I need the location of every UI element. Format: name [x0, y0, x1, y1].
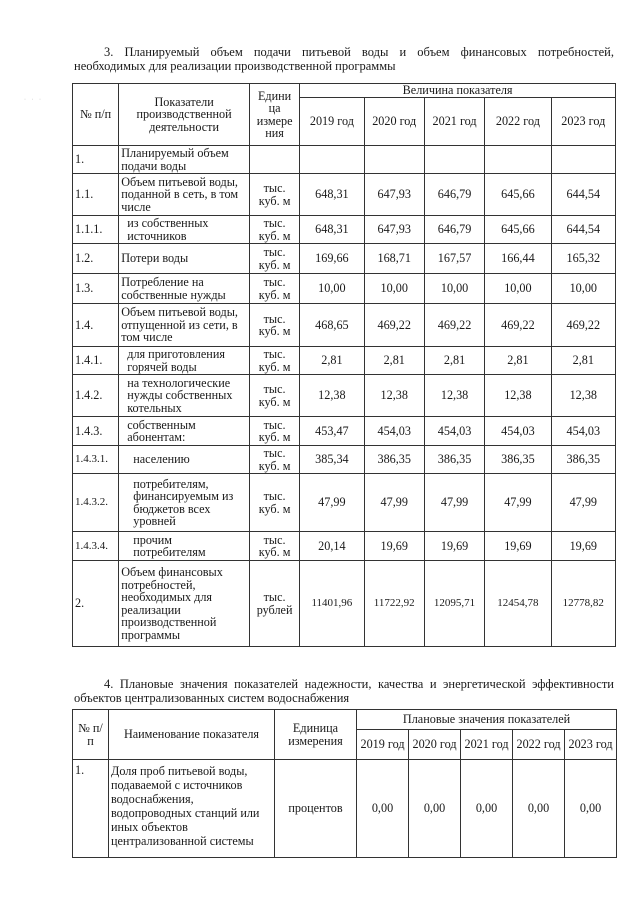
row-value: 12,38	[551, 375, 615, 417]
row-value: 0,00	[513, 760, 565, 858]
row-value: 12454,78	[485, 561, 551, 647]
row-name: Объем финансовых потребностей, необходимых для реализации производственной программы	[119, 561, 250, 647]
row-value: 47,99	[300, 474, 364, 532]
row-value: 0,00	[461, 760, 513, 858]
row-num: 1.4.	[73, 304, 119, 347]
header-year: 2020 год	[409, 730, 461, 760]
row-value: 47,99	[551, 474, 615, 532]
row-value: 386,35	[364, 446, 424, 474]
row-value	[485, 146, 551, 174]
row-value: 10,00	[300, 274, 364, 304]
row-value: 12,38	[485, 375, 551, 417]
row-value: 2,81	[551, 347, 615, 375]
row-value: 47,99	[364, 474, 424, 532]
row-value: 47,99	[485, 474, 551, 532]
header-year: 2022 год	[513, 730, 565, 760]
row-num: 1.3.	[73, 274, 119, 304]
row-unit: тыс. куб. м	[249, 417, 299, 446]
scan-artifact: · · ·	[24, 97, 43, 103]
row-value: 10,00	[424, 274, 484, 304]
row-name: Потери воды	[119, 244, 250, 274]
row-unit: тыс. куб. м	[249, 274, 299, 304]
section4-heading: 4. Плановые значения показателей надежности, качества и энергетической эффективности объектов централизованных систем водоснабжения	[74, 677, 614, 705]
row-name: Доля проб питьевой воды, подаваемой с источников водоснабжения, водопроводных станций или иных объектов централизованной системы	[109, 760, 275, 858]
row-value: 169,66	[300, 244, 364, 274]
table-row	[73, 304, 616, 347]
production-program-table	[72, 83, 616, 647]
table-row	[73, 347, 616, 375]
row-value: 647,93	[364, 216, 424, 244]
table-row	[73, 216, 616, 244]
row-value: 469,22	[424, 304, 484, 347]
table-row	[73, 244, 616, 274]
row-num: 2.	[73, 561, 119, 647]
reliability-indicators-table	[72, 709, 617, 858]
row-value: 648,31	[300, 216, 364, 244]
row-num: 1.4.3.	[73, 417, 119, 446]
row-value: 19,69	[485, 532, 551, 561]
row-name: на технологические нужды собственных котельных	[119, 375, 250, 417]
row-value: 644,54	[551, 174, 615, 216]
row-value: 454,03	[364, 417, 424, 446]
row-value: 10,00	[485, 274, 551, 304]
row-name: Объем питьевой воды, поданной в сеть, в том числе	[119, 174, 250, 216]
row-name: Планируемый объем подачи воды	[119, 146, 250, 174]
header-indicator: Наименование показателя	[109, 710, 275, 760]
header-year: 2021 год	[461, 730, 513, 760]
row-value: 453,47	[300, 417, 364, 446]
table-row	[73, 146, 616, 174]
row-value: 454,03	[485, 417, 551, 446]
row-name: прочим потребителям	[119, 532, 250, 561]
row-value: 469,22	[364, 304, 424, 347]
row-value: 386,35	[485, 446, 551, 474]
row-value: 644,54	[551, 216, 615, 244]
row-value: 645,66	[485, 174, 551, 216]
row-unit: тыс. куб. м	[249, 532, 299, 561]
header-unit: Единица измерения	[275, 710, 357, 760]
row-value: 468,65	[300, 304, 364, 347]
header-num: № п/п	[73, 710, 109, 760]
row-value: 0,00	[357, 760, 409, 858]
header-year: 2023 год	[565, 730, 617, 760]
row-num: 1.	[73, 146, 119, 174]
row-value: 12,38	[364, 375, 424, 417]
row-unit: тыс. куб. м	[249, 304, 299, 347]
header-unit: Едини ца измере ния	[249, 84, 299, 146]
row-value: 20,14	[300, 532, 364, 561]
header-values-group: Плановые значения показателей	[357, 710, 617, 730]
row-value: 0,00	[565, 760, 617, 858]
header-year: 2020 год	[364, 98, 424, 146]
table-header-row	[73, 84, 616, 98]
table-row	[73, 417, 616, 446]
row-num: 1.1.	[73, 174, 119, 216]
row-num: 1.4.3.2.	[73, 474, 119, 532]
row-value: 2,81	[424, 347, 484, 375]
table-row	[73, 375, 616, 417]
row-value: 647,93	[364, 174, 424, 216]
row-num: 1.4.3.1.	[73, 446, 119, 474]
header-year: 2019 год	[300, 98, 364, 146]
row-value: 2,81	[364, 347, 424, 375]
row-unit: тыс. рублей	[249, 561, 299, 647]
row-num: 1.1.1.	[73, 216, 119, 244]
header-year: 2019 год	[357, 730, 409, 760]
row-num: 1.4.1.	[73, 347, 119, 375]
row-value: 454,03	[551, 417, 615, 446]
row-name: собственным абонентам:	[119, 417, 250, 446]
row-unit: тыс. куб. м	[249, 244, 299, 274]
row-value: 10,00	[364, 274, 424, 304]
row-num: 1.2.	[73, 244, 119, 274]
row-value: 646,79	[424, 174, 484, 216]
row-name: потребителям, финансируемым из бюджетов всех уровней	[119, 474, 250, 532]
row-value: 167,57	[424, 244, 484, 274]
row-value: 12,38	[424, 375, 484, 417]
header-num: № п/п	[73, 84, 119, 146]
section3-heading: 3. Планируемый объем подачи питьевой воды и объем финансовых потребностей, необходимых для реализации производственной программы	[74, 45, 614, 73]
row-value: 0,00	[409, 760, 461, 858]
row-value: 2,81	[485, 347, 551, 375]
row-value: 12778,82	[551, 561, 615, 647]
row-value: 12095,71	[424, 561, 484, 647]
row-unit: тыс. куб. м	[249, 216, 299, 244]
row-value	[364, 146, 424, 174]
row-value: 10,00	[551, 274, 615, 304]
table-row	[73, 174, 616, 216]
row-value: 165,32	[551, 244, 615, 274]
header-year: 2023 год	[551, 98, 615, 146]
row-name: населению	[119, 446, 250, 474]
header-year: 2022 год	[485, 98, 551, 146]
row-value: 19,69	[364, 532, 424, 561]
row-unit: тыс. куб. м	[249, 347, 299, 375]
row-unit	[249, 146, 299, 174]
row-value: 454,03	[424, 417, 484, 446]
row-value: 12,38	[300, 375, 364, 417]
table-header-row	[73, 710, 617, 730]
row-num: 1.	[73, 760, 109, 858]
row-value: 19,69	[551, 532, 615, 561]
table-row	[73, 274, 616, 304]
row-unit: тыс. куб. м	[249, 446, 299, 474]
row-num: 1.4.3.4.	[73, 532, 119, 561]
row-value: 386,35	[424, 446, 484, 474]
row-num: 1.4.2.	[73, 375, 119, 417]
row-value: 166,44	[485, 244, 551, 274]
row-value: 385,34	[300, 446, 364, 474]
row-value: 11722,92	[364, 561, 424, 647]
row-name: из собственных источников	[119, 216, 250, 244]
row-unit: тыс. куб. м	[249, 174, 299, 216]
row-unit: тыс. куб. м	[249, 474, 299, 532]
table-row	[73, 760, 617, 858]
row-value: 19,69	[424, 532, 484, 561]
row-unit: процентов	[275, 760, 357, 858]
header-year: 2021 год	[424, 98, 484, 146]
row-value: 168,71	[364, 244, 424, 274]
header-values-group: Величина показателя	[300, 84, 616, 98]
row-value	[424, 146, 484, 174]
row-name: Объем питьевой воды, отпущенной из сети, в том числе	[119, 304, 250, 347]
row-value: 645,66	[485, 216, 551, 244]
row-value	[300, 146, 364, 174]
row-value: 469,22	[485, 304, 551, 347]
row-unit: тыс. куб. м	[249, 375, 299, 417]
row-value: 2,81	[300, 347, 364, 375]
header-indicator: Показатели производственной деятельности	[119, 84, 250, 146]
table-row	[73, 561, 616, 647]
table-row	[73, 532, 616, 561]
row-value: 11401,96	[300, 561, 364, 647]
table-row	[73, 446, 616, 474]
row-value: 386,35	[551, 446, 615, 474]
row-value: 648,31	[300, 174, 364, 216]
table-row	[73, 474, 616, 532]
row-name: Потребление на собственные нужды	[119, 274, 250, 304]
row-name: для приготовления горячей воды	[119, 347, 250, 375]
row-value	[551, 146, 615, 174]
row-value: 469,22	[551, 304, 615, 347]
row-value: 47,99	[424, 474, 484, 532]
row-value: 646,79	[424, 216, 484, 244]
